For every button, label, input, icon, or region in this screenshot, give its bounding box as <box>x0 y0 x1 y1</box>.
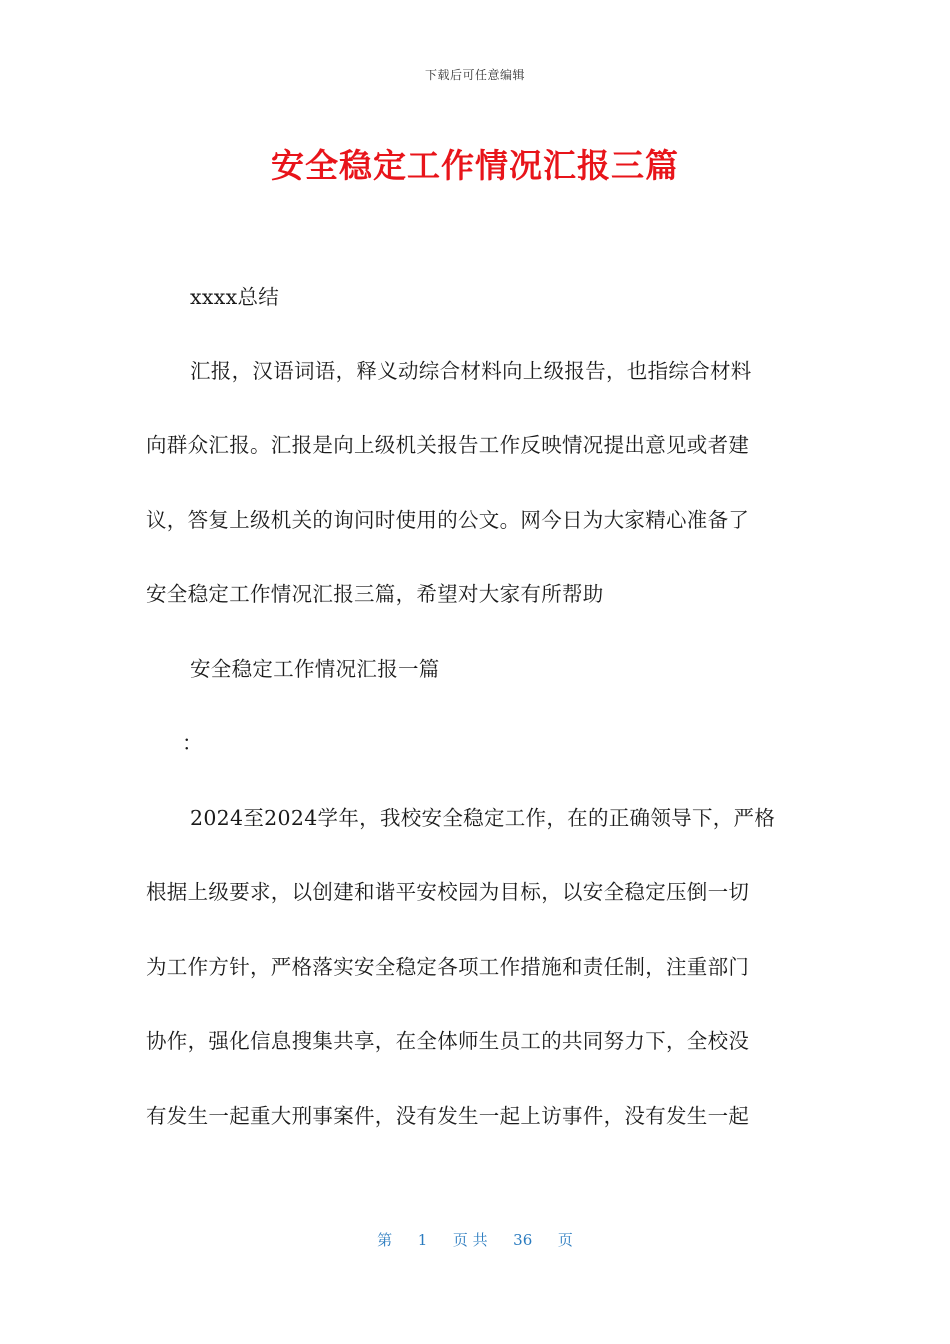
section-heading: 安全稳定工作情况汇报一篇 <box>190 657 440 681</box>
paragraph-line: 协作，强化信息搜集共享，在全体师生员工的共同努力下，全校没 <box>146 1029 750 1053</box>
paragraph-line: 安全稳定工作情况汇报三篇，希望对大家有所帮助 <box>146 582 604 606</box>
paragraph-line: 2024至2024学年，我校安全稳定工作，在的正确领导下，严格 <box>190 806 776 830</box>
paragraph-line: xxxx总结 <box>190 285 280 309</box>
paragraph-line: 汇报，汉语词语，释义动综合材料向上级报告，也指综合材料 <box>190 359 752 383</box>
document-title: 安全稳定工作情况汇报三篇 <box>271 146 679 185</box>
paragraph-line: 根据上级要求，以创建和谐平安校园为目标，以安全稳定压倒一切 <box>146 880 750 904</box>
page-label-prefix: 第 <box>377 1231 393 1249</box>
paragraph-line: 议，答复上级机关的询问时使用的公文。网今日为大家精心准备了 <box>146 508 750 532</box>
page-label-mid: 页 共 <box>452 1231 488 1249</box>
page-footer <box>0 1229 950 1250</box>
paragraph-line: ： <box>182 731 203 755</box>
paragraph-line: 向群众汇报。汇报是向上级机关报告工作反映情况提出意见或者建 <box>146 433 750 457</box>
total-pages: 36 <box>513 1231 533 1249</box>
page-label-suffix: 页 <box>557 1231 573 1249</box>
download-note: 下载后可任意编辑 <box>424 68 525 82</box>
paragraph-line: 有发生一起重大刑事案件，没有发生一起上访事件，没有发生一起 <box>146 1104 750 1128</box>
page-number: 1 <box>417 1231 428 1249</box>
paragraph-line: 为工作方针，严格落实安全稳定各项工作措施和责任制，注重部门 <box>146 955 750 979</box>
